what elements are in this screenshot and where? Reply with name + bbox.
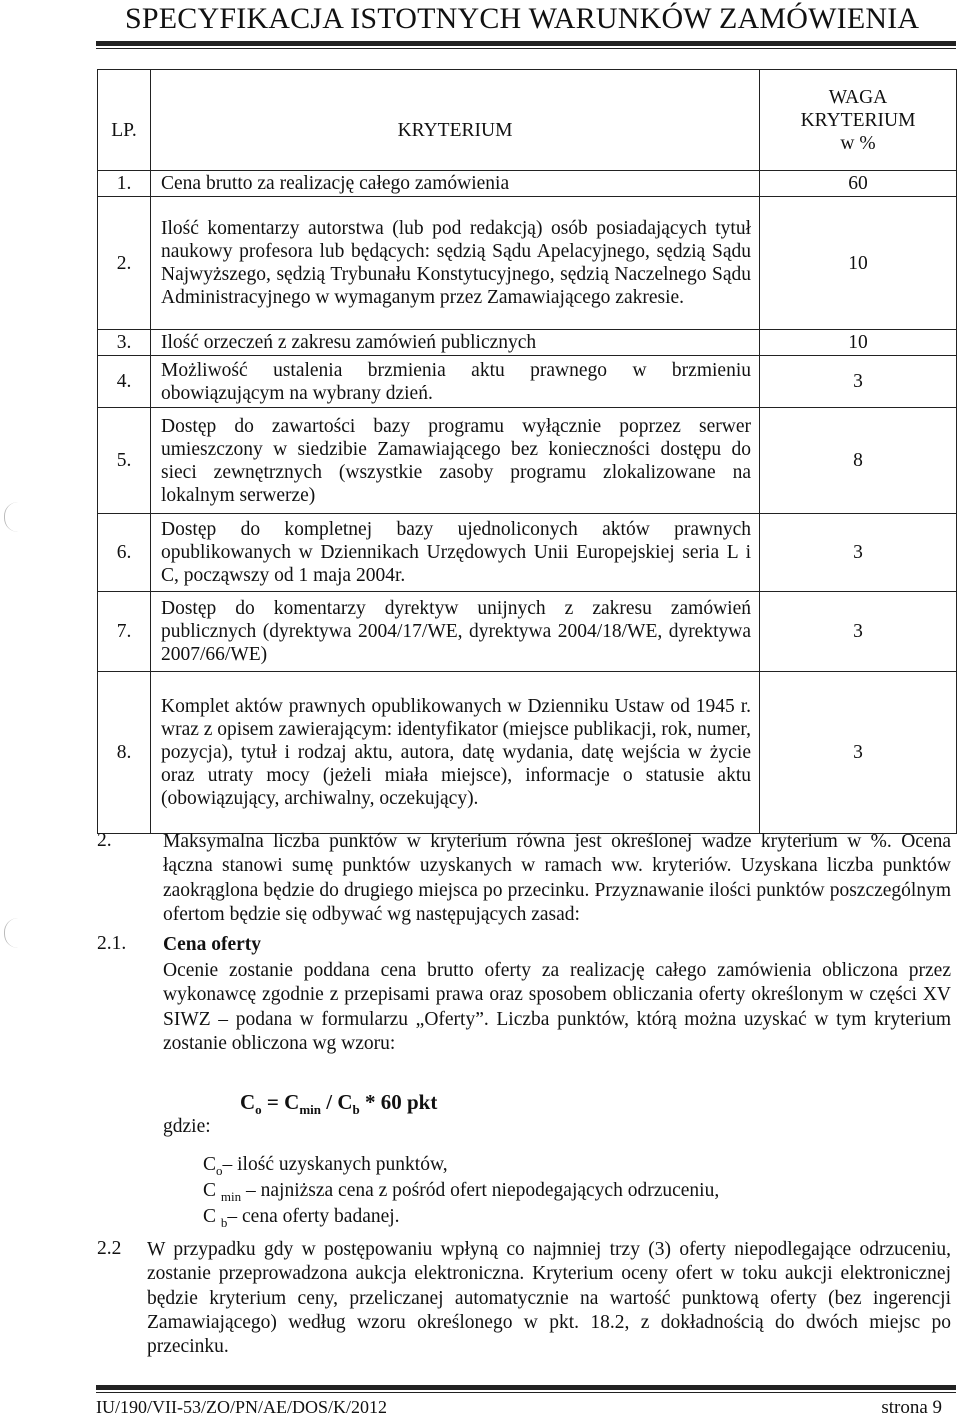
def-subscript: min (220, 1188, 242, 1204)
def-symbol: C (203, 1154, 217, 1175)
header-rule-thin (96, 48, 956, 49)
section-2-1-heading: Cena oferty (163, 934, 262, 955)
def-symbol: C (203, 1206, 221, 1227)
row-criterion: Dostęp do kompletnej bazy ujednoliconych aktów prawnych opublikowanych w Dziennikach Urzędowych Unii Europejskiej seria L i C, począwszy od 1 maja 2004r. (151, 514, 760, 592)
criteria-table (97, 69, 957, 834)
footer-rule (96, 1385, 956, 1390)
formula-eq: = (261, 1090, 285, 1114)
table-row (98, 408, 957, 514)
row-lp: 3. (98, 330, 151, 356)
header-kryterium: KRYTERIUM (151, 70, 760, 171)
row-weight: 3 (760, 672, 957, 834)
scan-mark (4, 502, 19, 532)
section-2-2-text: W przypadku gdy w postępowaniu wpłyną co najmniej trzy (3) oferty niepodlegające odrzuceniu, zostanie przeprowadzona aukcja elektroniczna. Kryterium oceny ofert w toku aukcji elektronicznej będzie kryterium ceny, przeliczanej automatycznie na wartość punktową oferty (bez ingerencji Zamawiającego) według wzoru określonego w pkt. 18.2, z dokładnością do dwóch miejsc po przecinku. (147, 1239, 951, 1358)
page-number: strona 9 (881, 1397, 942, 1418)
table-header-row (98, 70, 957, 171)
def-text: – najniższa cena z pośród ofert niepodegających odrzuceniu, (241, 1180, 720, 1201)
scan-mark (4, 918, 19, 948)
formula-div: / (320, 1090, 338, 1114)
formula-lhs-sub: o (255, 1102, 262, 1118)
row-lp: 1. (98, 171, 151, 197)
document-reference: IU/190/VII-53/ZO/PN/AE/DOS/K/2012 (96, 1397, 387, 1417)
section-2-1-number: 2.1. (97, 933, 127, 954)
section-2-1-text: Ocenie zostanie poddana cena brutto oferty za realizację całego zamówienia obliczona przez wykonawcę zgodnie z przepisami prawa oraz sposobem obliczania oferty określonym w części XV SIWZ – podana w formularzu „Oferty”. Liczba punktów, którą można uzyskać w tym kryterium zostanie obliczona wg wzoru: (163, 960, 951, 1054)
header-waga-line1: WAGA (828, 86, 888, 108)
row-lp: 4. (98, 356, 151, 408)
row-lp: 2. (98, 197, 151, 330)
formula-a: C (284, 1090, 300, 1114)
table-row (98, 330, 957, 356)
header-waga-line3: w % (840, 132, 876, 154)
row-lp: 5. (98, 408, 151, 514)
document-header-title: SPECYFIKACJA ISTOTNYCH WARUNKÓW ZAMÓWIENIA (125, 2, 920, 35)
row-criterion: Możliwość ustalenia brzmienia aktu prawnego w brzmieniu obowiązującym na wybrany dzień. (151, 356, 760, 408)
row-criterion: Dostęp do zawartości bazy programu wyłącznie poprzez serwer umieszczony w siedzibie Zamawiającego bez konieczności dostępu do sieci zewnętrznych (wszystkie zasoby programu zlokalizowane na lokalnym serwerze) (151, 408, 760, 514)
def-text: – cena oferty badanej. (227, 1206, 400, 1227)
header-rule (96, 41, 956, 46)
row-lp: 7. (98, 592, 151, 672)
formula-b-sub: b (352, 1102, 360, 1118)
table-row (98, 356, 957, 408)
row-criterion: Ilość orzeczeń z zakresu zamówień publicznych (151, 330, 760, 356)
section-2-text: Maksymalna liczba punktów w kryterium równa jest określonej wadze kryterium w %. Ocena łączna stanowi sumę punktów uzyskanych w ramach ww. kryteriów. Uzyskana liczba punktów zaokrąglona będzie do drugiego miejsca po przecinku. Przyznawanie ilości punktów poszczególnym ofertom będzie się odbywać wg następujących zasad: (163, 831, 951, 925)
row-criterion: Cena brutto za realizację całego zamówienia (151, 171, 760, 197)
section-2-2-number: 2.2 (97, 1238, 122, 1259)
header-lp: LP. (98, 70, 151, 171)
def-symbol: C (203, 1180, 221, 1201)
footer-rule-thin (96, 1392, 956, 1393)
row-weight: 3 (760, 514, 957, 592)
row-weight: 10 (760, 197, 957, 330)
row-lp: 8. (98, 672, 151, 834)
def-text: – ilość uzyskanych punktów, (222, 1154, 448, 1175)
table-row (98, 592, 957, 672)
row-weight: 3 (760, 356, 957, 408)
row-criterion: Ilość komentarzy autorstwa (lub pod redakcją) osób posiadających tytuł naukowy profesora lub będących: sędzią Sądu Apelacyjnego, sędzią Sądu Najwyższego, sędzią Trybunału Konstytucyjnego, sędzią Naczelnego Sądu Administracyjnego w wymaganym przez Zamawiającego zakresie. (151, 197, 760, 330)
table-row (98, 514, 957, 592)
row-weight: 10 (760, 330, 957, 356)
def-subscript: o (216, 1162, 223, 1178)
row-weight: 8 (760, 408, 957, 514)
formula-tail: * 60 pkt (359, 1090, 438, 1114)
formula-a-sub: min (299, 1102, 321, 1118)
row-weight: 60 (760, 171, 957, 197)
header-waga-line2: KRYTERIUM (800, 109, 916, 131)
formula-lhs: C (240, 1090, 256, 1114)
table-row (98, 171, 957, 197)
row-weight: 3 (760, 592, 957, 672)
formula-b: C (337, 1090, 353, 1114)
section-2-number: 2. (97, 830, 112, 851)
header-waga (760, 70, 957, 171)
def-subscript: b (220, 1214, 228, 1230)
where-label: gdzie: (163, 1116, 211, 1137)
score-formula (240, 1090, 437, 1118)
row-lp: 6. (98, 514, 151, 592)
definition-cb (203, 1205, 400, 1235)
table-row (98, 197, 957, 330)
row-criterion: Komplet aktów prawnych opublikowanych w Dzienniku Ustaw od 1945 r. wraz z opisem zawierającym: identyfikator (miejsce publikacji, rok, numer, pozycja), tytuł i rodzaj aktu, autora, datę wydania, datę wejścia w życie oraz utraty mocy (jeżeli miała miejsce), informacje o statusie aktu (obowiązujący, archiwalny, oczekujący). (151, 672, 760, 834)
row-criterion: Dostęp do komentarzy dyrektyw unijnych z zakresu zamówień publicznych (dyrektywa 2004/17/WE, dyrektywa 2004/18/WE, dyrektywa 2007/66/WE) (151, 592, 760, 672)
table-row (98, 672, 957, 834)
